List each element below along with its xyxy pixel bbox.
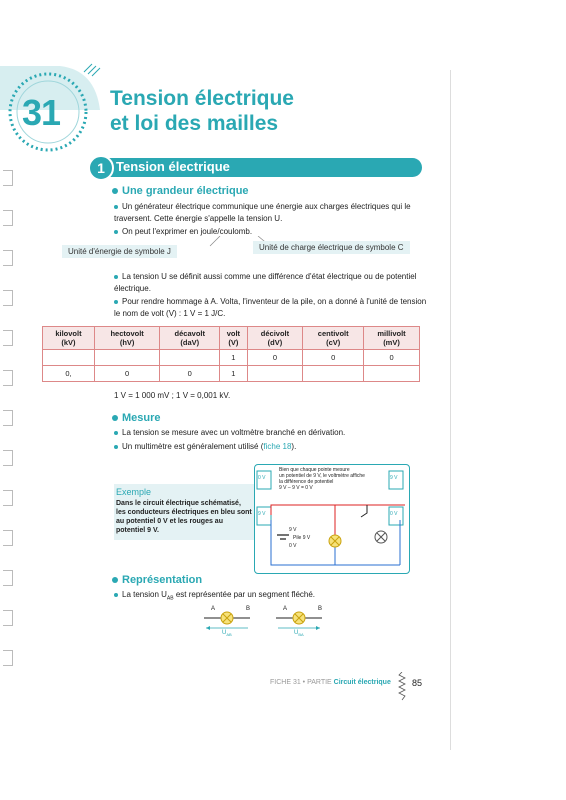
note-unite-charge: Unité de charge électrique de symbole C <box>253 241 410 254</box>
diagram2-label-a: A <box>283 606 288 612</box>
bullet-icon <box>112 188 118 194</box>
subsection-heading-grandeur: Une grandeur électrique <box>112 185 249 197</box>
diagram1-label-a: A <box>211 606 216 612</box>
table-cell <box>160 350 220 366</box>
table-cell: 0 <box>303 350 364 366</box>
diagram1-label-b: B <box>246 606 251 612</box>
subsection-heading-mesure: Mesure <box>112 412 161 424</box>
table-cell <box>43 350 95 366</box>
note-unite-energie: Unité d'énergie de symbole J <box>62 245 177 258</box>
bullet-icon <box>112 577 118 583</box>
diagram1-tension-label: $U_{AB}$ <box>222 630 232 638</box>
section-title: Tension électrique <box>116 159 230 174</box>
table-header-cell: hectovolt (hV) <box>94 327 159 350</box>
link-fiche-18[interactable]: fiche 18 <box>263 442 292 451</box>
table-header-cell: kilovolt (kV) <box>43 327 95 350</box>
example-text: Dans le circuit électrique schématisé, les conducteurs électriques en bleu sont au potentiel 0 V et les rouges au potentiel 9 V. <box>116 500 252 534</box>
example-title: Exemple <box>116 487 152 497</box>
table-header-cell: millivolt (mV) <box>364 327 420 350</box>
paragraph-representation: La tension $U_{AB}$ est représentée par un segment fléché. <box>114 589 315 605</box>
bullet-icon <box>114 593 118 597</box>
table-cell: 0 <box>247 350 303 366</box>
diagram2-tension-label: $U_{BA}$ <box>294 630 304 638</box>
page-edge-rule <box>450 70 451 750</box>
paragraph-multimetre: Un multimètre est généralement utilisé (fiche 18). <box>114 441 296 453</box>
chapter-title-line1: Tension électrique <box>110 87 294 110</box>
paragraph-joule-coulomb: On peut l'exprimer en joule/coulomb. <box>114 226 252 238</box>
label-pile: Pile 9 V <box>293 535 311 541</box>
paragraph-generateur: Un générateur électrique communique une énergie aux charges électriques qui le traversent. Cette énergie s'appelle la tension U. <box>114 202 411 223</box>
subsection-heading-representation: Représentation <box>112 574 202 586</box>
table-header-cell: décavolt (daV) <box>160 327 220 350</box>
meter-reading: 0 V <box>390 511 398 517</box>
meter-reading: 9 V <box>390 475 398 481</box>
bullet-icon <box>112 415 118 421</box>
table-cell: 1 <box>220 350 247 366</box>
bullet-icon <box>114 445 118 449</box>
chapter-title-line2: et loi des mailles <box>110 112 279 135</box>
table-header-cell: centivolt (cV) <box>303 327 364 350</box>
page-footer: FICHE 31 • PARTIE Circuit électrique <box>270 679 391 686</box>
tension-representation-diagrams <box>200 604 330 644</box>
units-conversion-table <box>42 326 420 382</box>
page-margin-ticks <box>0 170 14 690</box>
table-cell <box>94 350 159 366</box>
bullet-icon <box>114 205 118 209</box>
table-header-row <box>43 327 420 350</box>
label-0v: 0 V <box>289 543 297 549</box>
paragraph-definition-tension: La tension U se définit aussi comme une différence d'état électrique ou de potentiel électrique. <box>114 272 417 293</box>
meter-reading: 0 V <box>258 475 266 481</box>
circuit-caption: Bien que chaque pointe mesure un potentiel de 9 V, le voltmètre affiche la différence de potentiel 9 V – 9 V = 0 V <box>279 467 365 491</box>
table-row <box>43 366 420 382</box>
paragraph-voltmetre: La tension se mesure avec un voltmètre branché en dérivation. <box>114 427 345 439</box>
table-cell: 0 <box>94 366 159 382</box>
bullet-icon <box>114 275 118 279</box>
table-cell <box>247 366 303 382</box>
table-cell: 0 <box>364 350 420 366</box>
label-9v: 9 V <box>289 527 297 533</box>
table-cell: 1 <box>220 366 247 382</box>
chapter-number: 31 <box>22 92 61 133</box>
table-cell <box>364 366 420 382</box>
meter-reading: 9 V <box>258 511 266 517</box>
table-cell: 0, <box>43 366 95 382</box>
table-header-cell: volt (V) <box>220 327 247 350</box>
page-number: 85 <box>412 678 423 688</box>
table-header-cell: décivolt (dV) <box>247 327 303 350</box>
table-cell: 0 <box>160 366 220 382</box>
bullet-icon <box>114 431 118 435</box>
footer-zigzag-decoration <box>398 672 406 702</box>
bullet-icon <box>114 230 118 234</box>
table-cell <box>303 366 364 382</box>
section-number: 1 <box>88 155 114 181</box>
circuit-diagram <box>254 464 410 574</box>
bullet-icon <box>114 300 118 304</box>
equation-conversion: 1 V = 1 000 mV ; 1 V = 0,001 kV. <box>114 391 231 400</box>
paragraph-volta: Pour rendre hommage à A. Volta, l'inventeur de la pile, on a donné à l'unité de tension le nom de volt (V) : 1 V = 1 J/C. <box>114 297 427 318</box>
diagram2-label-b: B <box>318 606 323 612</box>
table-row <box>43 350 420 366</box>
chapter-title <box>110 86 294 136</box>
